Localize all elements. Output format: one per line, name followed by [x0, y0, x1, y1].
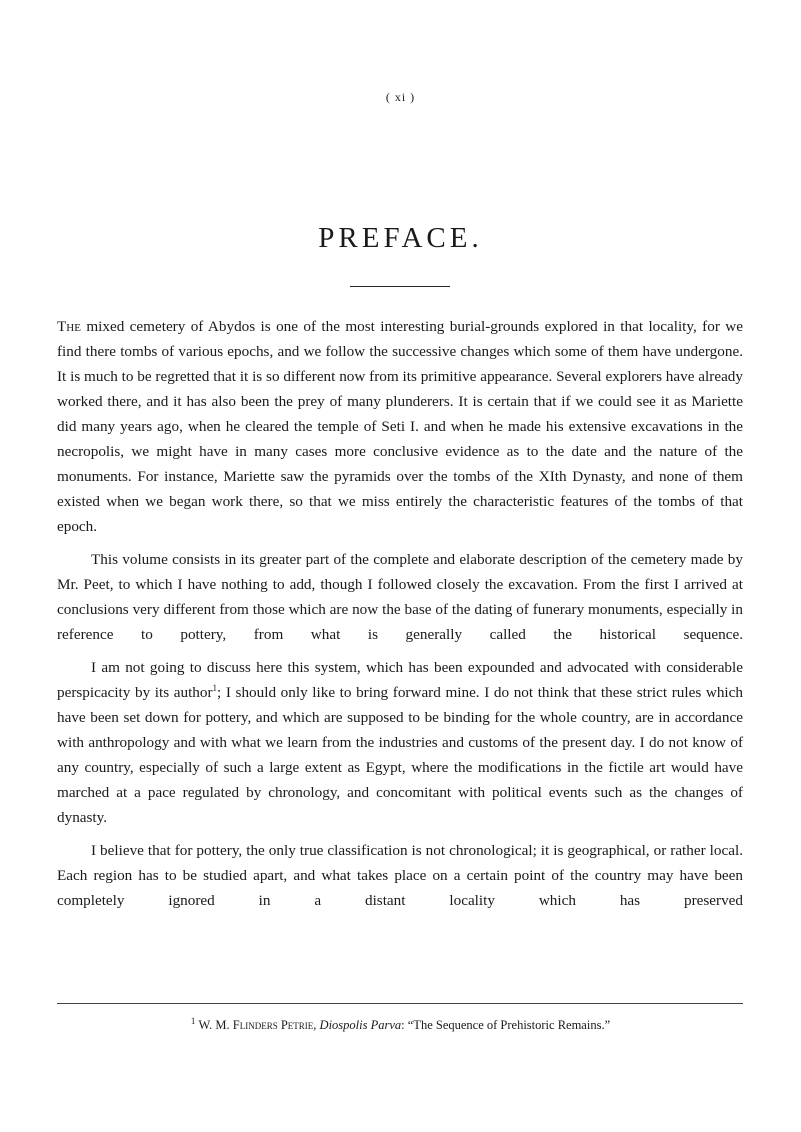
- paragraph-1-lead: The: [57, 318, 81, 335]
- paragraph-3-text-b: ; I should only like to bring forward mine. I do not think that these strict rules which have been set down for pottery, and which are supposed to be binding for the whole country, are in accordance with anthropology and with what we learn from the industries and customs of the present day. I do not know of any country, especially of such a large extent as Egypt, where the modifications in the fictile art would have marched at a pace regulated by chronology, and concomitant with political events such as the changes of dynasty.: [57, 684, 743, 826]
- page-title: PREFACE.: [318, 222, 483, 254]
- title-divider: [350, 286, 450, 287]
- paragraph-3: [57, 655, 743, 830]
- footnote-mark: 1: [190, 1015, 196, 1026]
- paragraph-4: I believe that for pottery, the only true classification is not chronological; it is geographical, or rather local. Each region has to be studied apart, and what takes place on a certain point of the country may have been completely ignored in a distant locality which has preserved: [57, 842, 743, 909]
- footnote-rest: : “The Sequence of Prehistoric Remains.”: [401, 1018, 611, 1032]
- paragraph-3-text-a: I am not going to discuss here this system, which has been expounded and advocated with considerable perspicacity by its author: [57, 659, 743, 701]
- page-number: ( xi ): [385, 90, 416, 104]
- paragraph-1: [57, 314, 743, 539]
- paragraph-1-text: mixed cemetery of Abydos is one of the most interesting burial-grounds explored in that locality, for we find there tombs of various epochs, and we follow the successive changes which some of them have undergone. It is much to be regretted that it is so different now from its primitive appearance. Several explorers have already worked there, and it has also been the prey of many plunderers. It is certain that if we could see it as Mariette did many years ago, when he cleared the temple of Seti I. and when he made his extensive excavations in the necropolis, we might have in many cases more conclusive evidence as to the date and the nature of the monuments. For instance, Mariette saw the pyramids over the tombs of the XIth Dynasty, and none of them existed when we began work there, so that we miss entirely the characteristic features of the tombs of that epoch.: [57, 318, 743, 535]
- footnote-work: Diospolis Parva: [319, 1018, 402, 1032]
- preface-body: [57, 314, 743, 921]
- footnote-author: W. M. Flinders Petrie,: [198, 1018, 317, 1032]
- footnote-divider: [57, 1003, 743, 1004]
- footnote: [0, 1015, 801, 1033]
- paragraph-2: This volume consists in its greater part of the complete and elaborate description of the cemetery made by Mr. Peet, to which I have nothing to add, though I followed closely the excavation. From the first I arrived at conclusions very different from those which are now the base of the dating of funerary monuments, especially in reference to pottery, from what is generally called the historical sequence.: [57, 551, 743, 643]
- footnote-reference[interactable]: 1: [212, 682, 218, 693]
